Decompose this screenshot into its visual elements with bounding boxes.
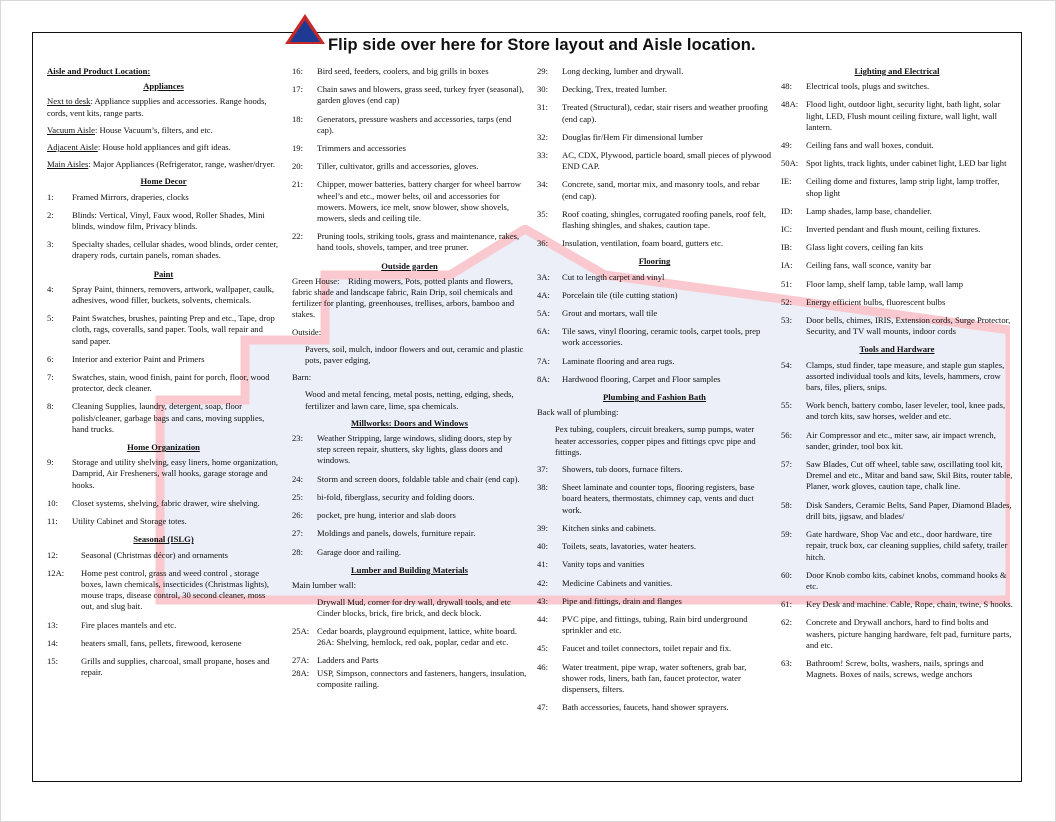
list-item: 57: Saw Blades, Cut off wheel, table saw, oscillating tool kit, Dremel and etc., Mitar and band saw, Skil Bits, router table, Planer, work gloves, caution tape, chalk line.	[781, 459, 1013, 492]
list-item: 63: Bathroom! Screw, bolts, washers, nails, springs and Magnets. Boxes of nails, screws, wedge anchors	[781, 657, 984, 680]
list-item: 61: Key Desk and machine. Cable, Rope, chain, twine, S hooks.	[781, 599, 1013, 610]
list-item: 23: Weather Stripping, large windows, sliding doors, step by step screen repair, shutters, sky lights, glass doors and windows.	[292, 433, 512, 466]
list-item: IC: Inverted pendant and flush mount, ceiling fixtures.	[781, 224, 981, 235]
list-item: 25A: Cedar boards, playground equipment, lattice, white board. 26A: Shelving, hemlock, red oak, poplar, cedar and etc.	[292, 625, 517, 647]
list-item: 28: Garage door and railing.	[292, 546, 401, 557]
list-item: 40: Toilets, seats, lavatories, water heaters.	[537, 541, 696, 552]
list-item: 1: Framed Mirrors, draperies, clocks	[47, 191, 189, 202]
list-item: 41: Vanity tops and vanities	[537, 559, 645, 570]
appliance-note: Main Aisles: Major Appliances (Refrigerator, range, washer/dryer.	[47, 159, 276, 170]
list-item: 56: Air Compressor and etc., miter saw, air impact wrench, sander, grinder, tool box kit.	[781, 429, 996, 451]
list-item: 3: Specialty shades, cellular shades, wood blinds, order center, drapery rods, curtain panels, roman shades.	[47, 239, 279, 261]
list-item: 54: Clamps, stud finder, tape measure, and staple gun staples, assorted individual tools and kits, levels, hammers, crow bars, files, pliers, snips.	[781, 359, 1005, 393]
list-item: 39: Kitchen sinks and cabinets.	[537, 522, 657, 533]
tools-hardware-heading: Tools and Hardware	[859, 344, 935, 355]
list-item: IA: Ceiling fans, wall sconce, vanity bar	[781, 260, 932, 271]
list-item: 4: Spray Paint, thinners, removers, artwork, wallpaper, caulk, adhesives, wood filler, buckets, solvents, chemicals.	[47, 283, 275, 306]
list-item: 60: Door Knob combo kits, cabinet knobs, command hooks & etc.	[781, 569, 1007, 591]
list-item: 16: Bird seed, feeders, coolers, and big grills in boxes	[292, 66, 489, 76]
list-item: 59: Gate hardware, Shop Vac and etc., door hardware, tire repair, truck box, car cleaning supplies, child safety, trailer hitch.	[781, 529, 1008, 562]
list-item: 33: AC, CDX, Plywood, particle board, small pieces of plywood END CAP.	[537, 150, 772, 172]
list-item: 36: Insulation, ventilation, foam board, gutters etc.	[537, 238, 724, 249]
list-item: 46: Water treatment, pipe wrap, water softeners, grab bar, shower rods, liners, bath fan, faucet protector, water dispensers, filters.	[537, 661, 747, 694]
list-item: 37: Showers, tub doors, furnace filters.	[537, 464, 683, 475]
list-item: 7: Swatches, stain, wood finish, paint for porch, floor, wood protector, deck cleaner.	[47, 372, 270, 394]
list-item: 9: Storage and utility shelving, easy liners, home organization, Damprid, Air Fresheners, wall hooks, garage storage and hooks.	[47, 457, 279, 490]
main-lumber-text: Drywall Mud, corner for dry wall, drywall tools, and etc Cinder blocks, brick, fire brick, and deck block.	[317, 597, 511, 619]
list-item: 48A: Flood light, outdoor light, security light, bath light, solar light, LED, Flush mount ceiling fixture, wall light, wall lantern.	[781, 99, 1001, 132]
list-item: 28A: USP, Simpson, connectors and fasteners, hangers, insulation, composite railing.	[292, 668, 527, 690]
outside-text: Pavers, soil, mulch, indoor flowers and out, ceramic and plastic pots, paver edging,	[305, 343, 524, 366]
list-item: 3A: Cut to length carpet and vinyl	[537, 271, 665, 282]
barn-label: Barn:	[292, 372, 312, 383]
list-item: 58: Disk Sanders, Ceramic Belts, Sand Paper, Diamond Blades, drill bits, jigsaw, and blades/	[781, 499, 1012, 521]
list-item: 47: Bath accessories, faucets, hand shower sprayers.	[537, 702, 729, 713]
list-item: IE: Ceiling dome and fixtures, lamp strip light, lamp troffer, shop light	[781, 176, 1000, 198]
list-item: 27A: Ladders and Parts	[292, 654, 379, 665]
outside-garden-heading: Outside garden	[381, 260, 438, 271]
list-item: 34: Concrete, sand, mortar mix, and masonry tools, and rebar (end cap).	[537, 179, 760, 201]
list-item: 8A: Hardwood flooring, Carpet and Floor samples	[537, 373, 721, 384]
list-item: 5A: Grout and mortars, wall tile	[537, 308, 658, 319]
list-item: 48: Electrical tools, plugs and switches.	[781, 81, 930, 92]
aisle-location-heading: Aisle and Product Location:	[47, 66, 151, 76]
list-item: 26: pocket, pre hung, interior and slab doors	[292, 510, 456, 521]
column-3	[537, 66, 772, 720]
list-item: 42: Medicine Cabinets and vanities.	[537, 577, 673, 588]
list-item: 7A: Laminate flooring and area rugs.	[537, 355, 675, 366]
back-wall-label: Back wall of plumbing:	[537, 407, 619, 418]
outside-label: Outside:	[292, 326, 322, 337]
column-4	[781, 66, 1013, 687]
list-item: 51: Floor lamp, shelf lamp, table lamp, wall lamp	[781, 278, 964, 289]
list-item: 4A: Porcelain tile (tile cutting station)	[537, 289, 678, 300]
list-item: 53: Door bells, chimes, IRIS, Extension cords, Surge Protector, Security, and TV wall mounts, indoor cords	[781, 315, 1011, 337]
list-item: 20: Tiller, cultivator, grills and accessories, gloves.	[292, 161, 479, 172]
green-house-entry: Green House: Riding mowers, Pots, potted plants and flowers, fabric shade and landscape fabric, Rain Drip, soil chemicals and fertilizer for planting, greenhouses, trellises, arbors, bamboo and stakes.	[292, 275, 515, 320]
list-item: 62: Concrete and Drywall anchors, hard to find bolts and washers, picture hanging hardware, felt pad, furniture parts, and etc.	[781, 617, 1012, 650]
appliance-note: Adjacent Aisle: House hold appliances and gift ideas.	[47, 142, 231, 153]
main-lumber-label: Main lumber wall:	[292, 579, 356, 590]
list-item: 45: Faucet and toilet connectors, toilet repair and fix.	[537, 643, 732, 654]
page-title: Flip side over here for Store layout and Aisle location.	[328, 36, 756, 54]
barn-text: Wood and metal fencing, metal posts, netting, edging, sheds, fertilizer and lawn care, lime, spa chemicals.	[305, 389, 514, 411]
list-item: 32: Douglas fir/Hem Fir dimensional lumber	[537, 131, 703, 142]
list-item: 21: Chipper, mower batteries, battery charger for wheel barrow wheel’s and etc., mower belts, oil and accessories for mowers. Mowers, ice melt, snow blower, show shovels, mowers, sleds and ceiling tile.	[292, 179, 521, 224]
appliance-note: Vacuum Aisle: House Vacuum’s, filters, and etc.	[47, 124, 213, 135]
list-item: 25: bi-fold, fiberglass, security and folding doors.	[292, 491, 475, 502]
lumber-heading: Lumber and Building Materials	[350, 564, 469, 575]
list-item: 5: Paint Swatches, brushes, painting Prep and etc., Tape, drop cloth, rags, coveralls, sand paper. Tools, wall repair and sand paper.	[47, 313, 275, 346]
list-item: 31: Treated (Structural), cedar, stair risers and weather proofing (end cap).	[537, 102, 768, 124]
list-item: 49: Ceiling fans and wall boxes, conduit.	[781, 140, 934, 151]
list-item: 38: Sheet laminate and counter tops, flooring registers, base board heaters, thermostats, chimney cap, vents and duct work.	[537, 482, 755, 515]
plumbing-heading: Plumbing and Fashion Bath	[603, 392, 706, 403]
list-item: 2: Blinds: Vertical, Vinyl, Faux wood, Roller Shades, Mini blinds, window film, Privacy blinds.	[47, 209, 265, 232]
home-organization-heading: Home Organization	[127, 442, 200, 453]
column-2	[292, 66, 527, 698]
appliances-heading: Appliances	[143, 81, 184, 92]
column-1	[47, 66, 280, 685]
back-wall-text: Pex tubing, couplers, circuit breakers, sump pumps, water heater accessories, copper pipes and fittings cpvc pipe and fittings.	[555, 424, 756, 457]
list-item: 12A: Home pest control, grass and weed control , storage boxes, lawn chemicals, insecticides (Christmas lights), mouse traps, disease control, 30 second cleaner, moss out, and slug bait.	[47, 567, 270, 612]
appliance-note: Next to desk: Appliance supplies and accessories. Range hoods, cords, vent kits, range parts.	[47, 96, 267, 118]
list-item: 8: Cleaning Supplies, laundry, detergent, soap, floor polish/cleaner, garbage bags and cans, moving supplies, hand trucks.	[47, 401, 265, 434]
home-decor-heading: Home Decor	[140, 176, 187, 187]
list-item: ID: Lamp shades, lamp base, chandelier.	[781, 205, 932, 216]
list-item: 13: Fire places mantels and etc.	[47, 619, 177, 630]
list-item: 6A: Tile saws, vinyl flooring, ceramic tools, carpet tools, prep work accessories.	[537, 326, 761, 348]
list-item: 55: Work bench, battery combo, laser leveler, tool, knee pads, and torch kits, saw horses, welder and etc.	[781, 400, 1006, 422]
seasonal-heading: Seasonal (ISLG)	[133, 534, 194, 545]
list-item: 11: Utility Cabinet and Storage totes.	[47, 516, 187, 527]
list-item: 27: Moldings and panels, dowels, furniture repair.	[292, 528, 476, 539]
millworks-heading: Millworks: Doors and Windows	[351, 417, 468, 428]
list-item: 29: Long decking, lumber and drywall.	[537, 66, 684, 76]
flooring-heading: Flooring	[638, 256, 671, 267]
list-item: 52: Energy efficient bulbs, fluorescent bulbs	[781, 296, 946, 307]
list-item: 22: Pruning tools, striking tools, grass and maintenance, rakes, hand tools, shovels, tamper, and tree pruner.	[292, 231, 520, 253]
lighting-heading: Lighting and Electrical	[854, 66, 940, 76]
list-item: 19: Trimmers and accessories	[292, 143, 406, 154]
list-item: 43: Pipe and fittings, drain and flanges	[537, 595, 682, 606]
list-item: 24: Storm and screen doors, foldable table and chair (end cap).	[292, 473, 520, 484]
triangle-logo-icon	[284, 13, 326, 45]
list-item: 12: Seasonal (Christmas décor) and ornaments	[47, 549, 229, 560]
list-item: IB: Glass light covers, ceiling fan kits	[781, 242, 923, 253]
list-item: 44: PVC pipe, and fittings, tubing, Rain bird underground sprinkler and etc.	[537, 613, 748, 636]
list-item: 15: Grills and supplies, charcoal, small propane, hoses and repair.	[47, 655, 270, 678]
list-item: 17: Chain saws and blowers, grass seed, turkey fryer (seasonal), garden gloves (end cap)	[292, 84, 524, 106]
list-item: 50A: Spot lights, track lights, under cabinet light, LED bar light	[781, 158, 1007, 169]
paint-heading: Paint	[153, 268, 174, 279]
list-item: 30: Decking, Trex, treated lumber.	[537, 84, 668, 95]
list-item: 18: Generators, pressure washers and accessories, tarps (end cap).	[292, 113, 512, 135]
list-item: 14: heaters small, fans, pellets, firewood, kerosene	[47, 637, 242, 648]
list-item: 35: Roof coating, shingles, corrugated roofing panels, roof felt, flashing shingles, and shakes, caution tape.	[537, 208, 767, 231]
list-item: 6: Interior and exterior Paint and Primers	[47, 353, 205, 364]
list-item: 10: Closet systems, shelving, fabric drawer, wire shelving.	[47, 497, 260, 508]
